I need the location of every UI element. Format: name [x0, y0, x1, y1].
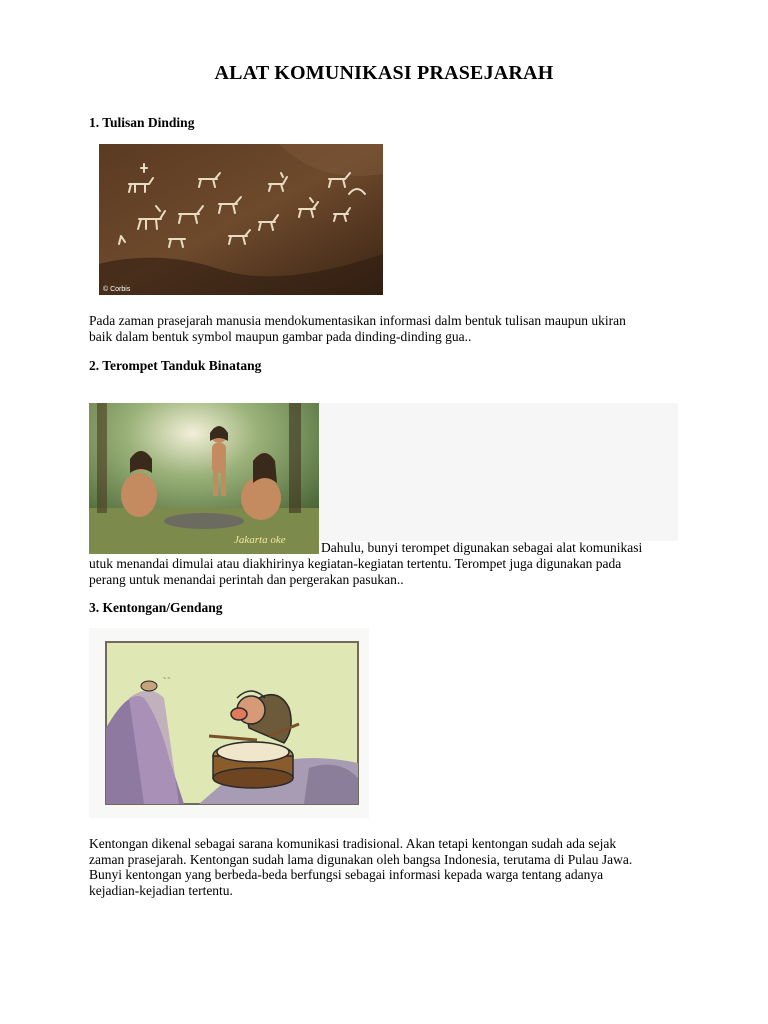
inline-caption: Dahulu, bunyi terompet digunakan sebagai alat komunikasi [321, 540, 643, 555]
paragraph-line: baik dalam bentuk symbol maupun gambar pada dinding-dinding gua.. [89, 328, 472, 344]
caveman-drum-cartoon [89, 628, 369, 818]
paragraph-line: zaman prasejarah. Kentongan sudah lama digunakan oleh bangsa Indonesia, terutama di Pulau Jawa. [89, 851, 633, 867]
section-paragraph-3 [89, 836, 689, 898]
paragraph-line: perang untuk menandai perintah dan pergerakan pasukan.. [89, 571, 404, 587]
svg-text:~ ~: ~ ~ [163, 676, 171, 682]
image-background-shade [318, 403, 678, 541]
prehistoric-people-photo [89, 403, 319, 554]
paragraph-line: Pada zaman prasejarah manusia mendokumentasikan informasi dalm bentuk tulisan maupun ukiran [89, 313, 626, 328]
paragraph-line: utuk menandai dimulai atau diakhirinya kegiatan-kegiatan tertentu. Terompet juga digunakan pada [89, 556, 622, 571]
paragraph-line: Kentongan dikenal sebagai sarana komunikasi tradisional. Akan tetapi kentongan sudah ada sejak [89, 836, 617, 851]
section-paragraph-1 [89, 313, 689, 344]
paragraph-line: kejadian-kejadian tertentu. [89, 882, 233, 898]
paragraph-line: Bunyi kentongan yang berbeda-beda berfungsi sebagai informasi kepada warga tentang adanya [89, 867, 604, 882]
section-heading-3: 3. Kentongan/Gendang [89, 600, 223, 615]
image-credit: © Corbis [103, 286, 131, 293]
page-title: ALAT KOMUNIKASI PRASEJARAH [214, 62, 554, 84]
section-paragraph-2 [89, 556, 689, 587]
image-watermark: Jakarta oke [234, 534, 286, 546]
section-heading-1: 1. Tulisan Dinding [89, 115, 195, 130]
rock-art-photo [99, 144, 383, 295]
section-heading-2: 2. Terompet Tanduk Binatang [89, 358, 262, 373]
